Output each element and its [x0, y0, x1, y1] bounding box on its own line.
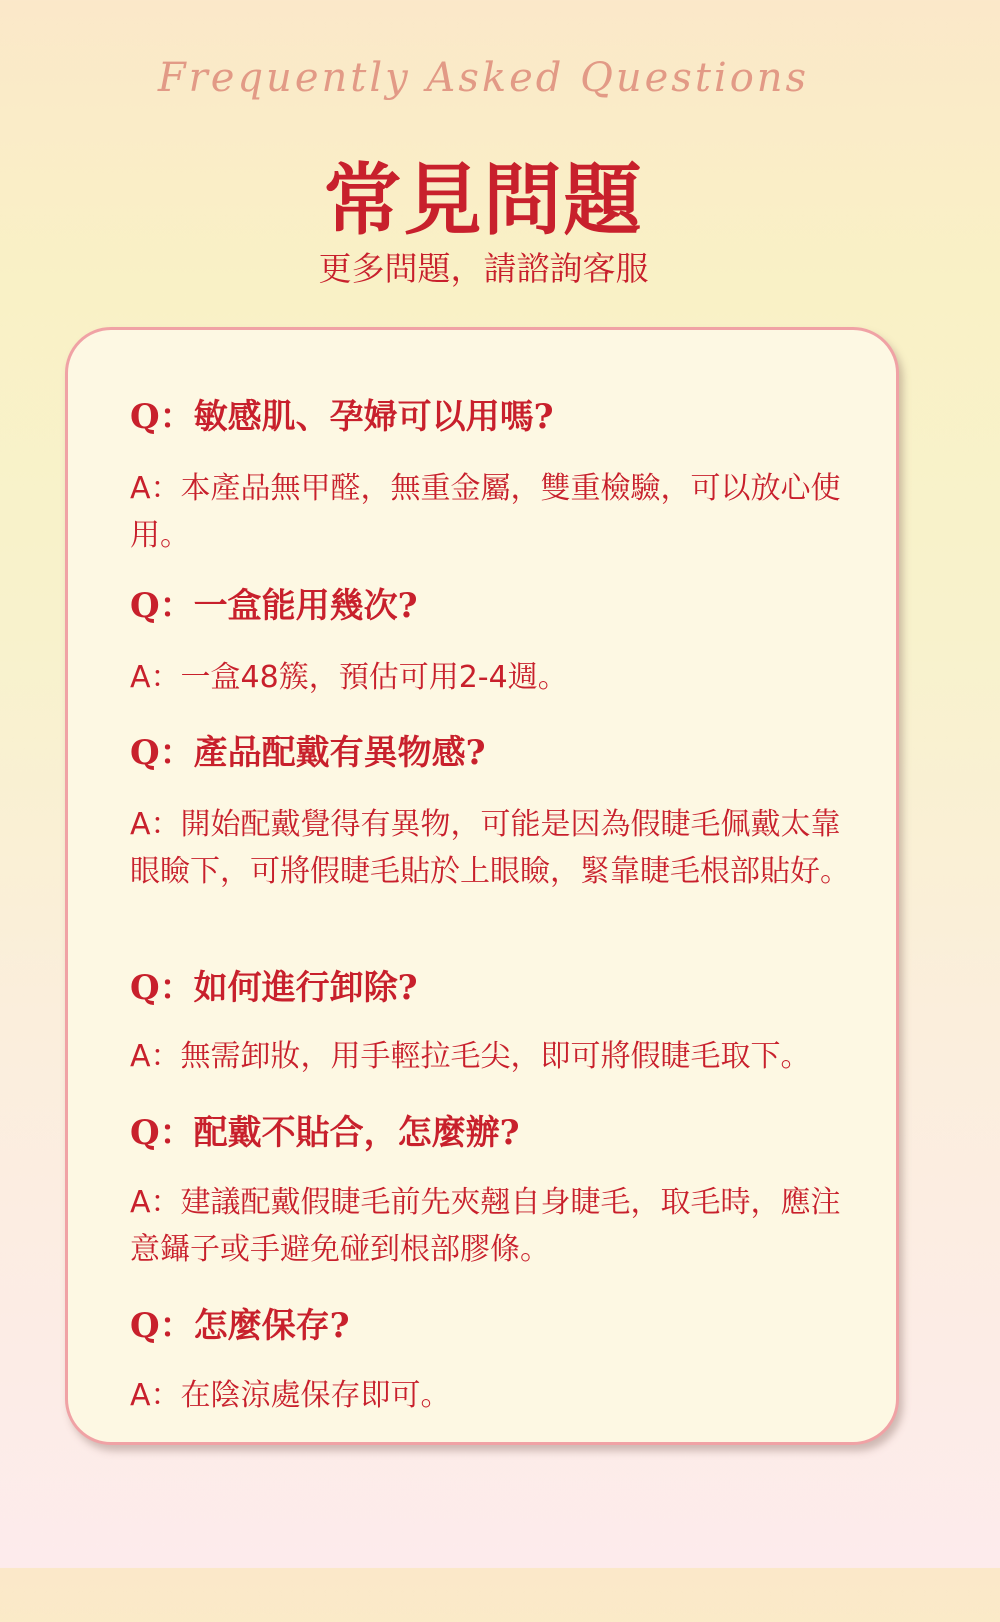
- faq-item-1: [130, 397, 860, 559]
- faq-item-2: [130, 586, 860, 701]
- faq-question: Q：配戴不貼合，怎麼辦?: [130, 1113, 520, 1153]
- faq-item-5: [130, 1113, 860, 1273]
- faq-answer: A：在陰涼處保存即可。: [130, 1378, 451, 1413]
- faq-question: Q：敏感肌、孕婦可以用嗎?: [130, 397, 554, 437]
- faq-answer: A：無需卸妝，用手輕拉毛尖，即可將假睫毛取下。: [130, 1039, 811, 1074]
- faq-question: Q：怎麼保存?: [130, 1306, 350, 1346]
- faq-item-6: [130, 1306, 860, 1419]
- faq-question: Q：一盒能用幾次?: [130, 586, 418, 626]
- faq-answer: A：建議配戴假睫毛前先夾翹自身睫毛，取毛時，應注意鑷子或手避免碰到根部膠條。: [130, 1185, 841, 1267]
- faq-item-3: [130, 733, 860, 895]
- faq-eyebrow: Frequently Asked Questions: [157, 55, 810, 101]
- faq-question: Q：產品配戴有異物感?: [130, 733, 486, 773]
- page-subtitle: 更多問題，請諮詢客服: [318, 249, 649, 288]
- faq-item-4: [130, 968, 860, 1080]
- faq-answer: A：一盒48簇，預估可用2-4週。: [130, 660, 568, 695]
- faq-answer: A：本產品無甲醛，無重金屬，雙重檢驗，可以放心使用。: [130, 471, 841, 553]
- faq-answer: A：開始配戴覺得有異物，可能是因為假睫毛佩戴太靠眼瞼下，可將假睫毛貼於上眼瞼，緊靠睫毛根部貼好。: [130, 807, 850, 889]
- faq-question: Q：如何進行卸除?: [130, 968, 418, 1008]
- page-title: 常見問題: [323, 155, 644, 246]
